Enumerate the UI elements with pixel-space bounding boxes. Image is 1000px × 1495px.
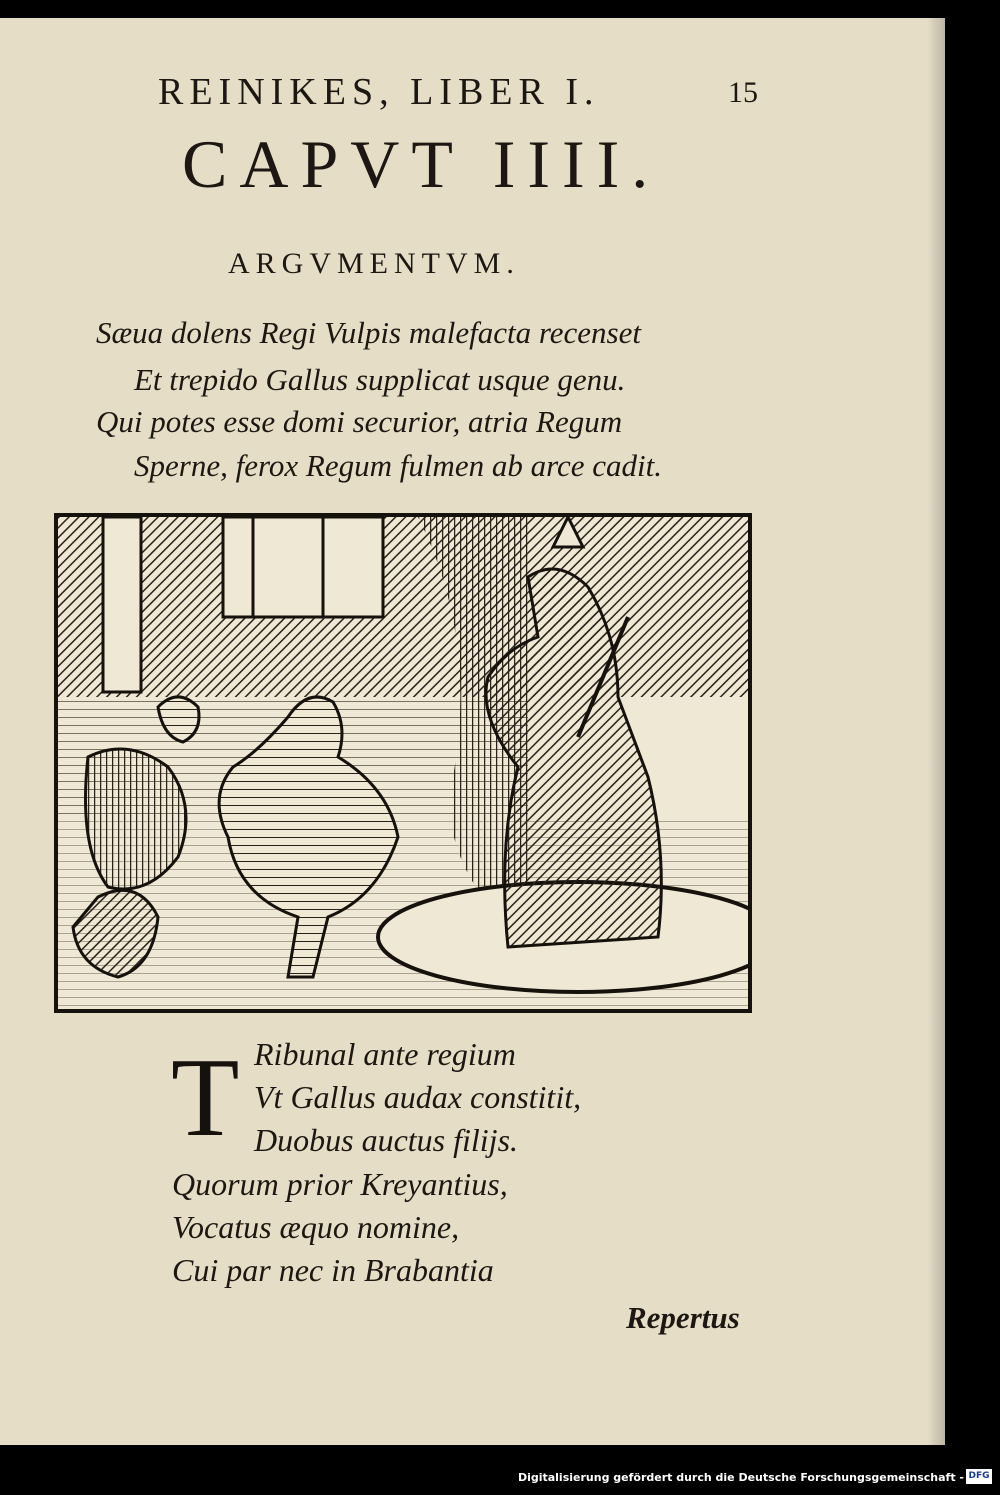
body-line-3: Duobus auctus filijs. bbox=[254, 1122, 519, 1158]
woodcut-illustration bbox=[54, 513, 752, 1013]
body-line-6: Cui par nec in Brabantia bbox=[172, 1252, 494, 1288]
argument-heading: ARGVMENTVM. bbox=[228, 247, 520, 280]
body-line-1: Ribunal ante regium bbox=[254, 1036, 516, 1072]
woodcut-drawing bbox=[58, 517, 748, 1009]
page-number: 15 bbox=[728, 76, 758, 109]
running-title: REINIKES, LIBER I. bbox=[158, 71, 600, 113]
body-line-2: Vt Gallus audax constitit, bbox=[254, 1079, 582, 1115]
window bbox=[223, 517, 383, 617]
body-line-5: Vocatus æquo nomine, bbox=[172, 1209, 460, 1245]
drop-cap: T bbox=[171, 1036, 240, 1160]
body-line-4: Quorum prior Kreyantius, bbox=[172, 1166, 508, 1202]
chapter-title: CAPVT IIII. bbox=[182, 126, 661, 202]
wall-hatching bbox=[58, 517, 748, 697]
argument-verse-2: Et trepido Gallus supplicat usque genu. bbox=[134, 362, 626, 397]
argument-verse-3: Qui potes esse domi securior, atria Regum bbox=[96, 404, 623, 439]
dfg-logo: DFG bbox=[966, 1469, 992, 1484]
argument-verse-1: Sæua dolens Regi Vulpis malefacta recenset bbox=[96, 315, 641, 350]
pillar bbox=[103, 517, 141, 692]
digitization-credit: Digitalisierung gefördert durch die Deutsche Forschungsgemeinschaft - bbox=[517, 1471, 964, 1484]
argument-verse-4: Sperne, ferox Regum fulmen ab arce cadit. bbox=[134, 448, 662, 483]
catchword: Repertus bbox=[626, 1300, 740, 1335]
